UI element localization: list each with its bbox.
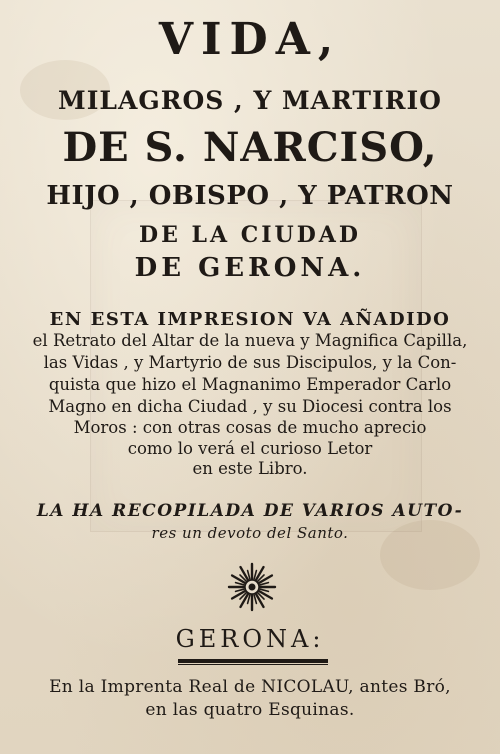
body-line: como lo verá el curioso Letor bbox=[127, 439, 373, 458]
title-vida: VIDA, bbox=[158, 14, 342, 65]
body-line: quista que hizo el Magnanimo Emperador Carlo bbox=[48, 375, 452, 394]
body-line: las Vidas , y Martyrio de sus Discipulos, y la Con- bbox=[43, 353, 457, 372]
recopilada-line: LA HA RECOPILADA DE VARIOS AUTO- bbox=[36, 501, 464, 521]
body-line: Magno en dicha Ciudad , y su Diocesi contra los bbox=[48, 397, 452, 416]
impresion-heading: EN ESTA IMPRESION VA AÑADIDO bbox=[49, 309, 451, 330]
imprint-rule-thin bbox=[178, 664, 328, 665]
devoto-line: res un devoto del Santo. bbox=[151, 524, 349, 542]
body-line: Moros : con otras cosas de mucho aprecio bbox=[73, 418, 427, 437]
body-line: el Retrato del Altar de la nueva y Magnifica Capilla, bbox=[32, 331, 468, 350]
sunburst-ornament-icon bbox=[227, 562, 277, 612]
imprint-line-2: en las quatro Esquinas. bbox=[145, 700, 355, 720]
title-ciudad: DE LA CIUDAD bbox=[139, 222, 361, 248]
title-milagros: MILAGROS , Y MARTIRIO bbox=[58, 86, 442, 115]
imprint-line-1: En la Imprenta Real de NICOLAU, antes Bró, bbox=[49, 677, 451, 697]
title-hijo: HIJO , OBISPO , Y PATRON bbox=[46, 181, 454, 211]
title-gerona: DE GERONA. bbox=[134, 253, 366, 283]
imprint-place: GERONA: bbox=[175, 625, 325, 653]
imprint-rule bbox=[178, 659, 328, 663]
title-narciso: DE S. NARCISO, bbox=[62, 124, 438, 171]
body-line: en este Libro. bbox=[192, 459, 308, 478]
